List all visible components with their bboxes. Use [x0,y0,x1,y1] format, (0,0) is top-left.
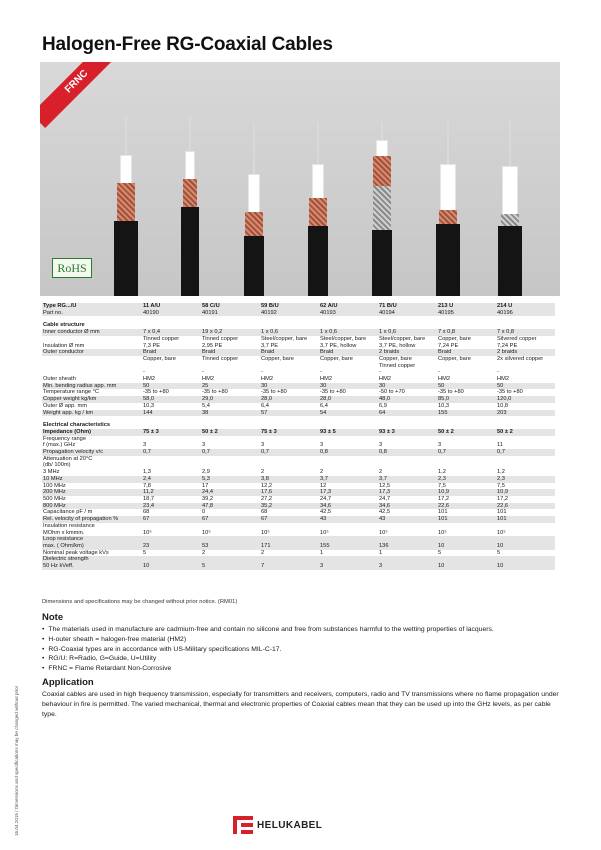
table-row: Capacitance pF / m 68 0 68 42,5 42,5 101 101 [43,509,507,516]
table-row: Dielectric strength [42,556,555,563]
cable-image-rg58 [178,117,202,296]
table-row: - - - - - - - [143,369,499,376]
table-row: max. ( Ohm/km) 23 53 171 155 136 10 10 [42,543,555,550]
table-row: Rel. velocity of propagation % 67 67 67 43 43 101 101 [42,516,555,523]
table-row: Impedance (Ohm) 75 ± 3 50 ± 2 75 ± 3 93 ± 5 93 ± 3 50 ± 2 50 ± 2 [42,429,555,436]
table-row: 200 MHz 11,2 24,4 17,6 17,3 17,3 10,9 10,9 [42,489,555,496]
table-row: Min. bending radius app. mm 50 25 30 30 30 50 50 [42,383,555,390]
product-photo [40,62,560,296]
page-title: Halogen-Free RG-Coaxial Cables [42,34,333,55]
cable-image-rg59 [242,124,266,296]
cable-image-rg213 [436,120,460,296]
table-row: Insulation Ø mm 7,3 PE 2,95 PE 3,7 PE 3,7 PE, hollow 3,7 PE, hollow 7,24 PE 7,24 PE [43,342,518,349]
table-row: Loop resistance [42,536,555,543]
rohs-badge: RoHS [52,258,92,278]
application-text: Coaxial cables are used in high frequency transmission, especially for transmitters and receivers, computers, radio and TV transmissions where no flame propagation under behaviour in fire is permitted. The varied mechanical, thermal and electronic properties of Coaxial cables mean that they can be used up into the GHz levels, as per cable type. [42,691,559,718]
table-row: Tinned copper [379,362,416,369]
table-row: Part no. 40190 40191 40192 40193 40194 40195 40196 [42,310,555,317]
sidebar-date-text: 16.04.2015 / Dimensions and specifications may be changed without prior [14,685,19,836]
table-row: Outer sheath HM2 HM2 HM2 HM2 HM2 HM2 HM2 [43,376,510,383]
cable-image-rg62 [306,122,330,296]
table-row: 3 MHz 1,3 2,9 2 2 2 1,2 1,2 [43,469,505,476]
table-row: f (max.) GHz 3 3 3 3 3 3 11 [43,442,503,449]
frnc-badge: FRNC [40,62,123,128]
table-row: Copper weight kg/km 58,0 29,0 28,0 28,0 48,0 85,0 120,0 [42,396,555,403]
table-row: 10 MHz 2,4 5,3 3,8 3,7 3,7 2,3 2,3 [42,476,555,483]
note-heading: Note [42,612,64,623]
table-section: Electrical characteristics [43,422,111,429]
logo-text: HELUKABEL [257,819,323,831]
table-row: Inner conductor Ø mm 7 x 0,4 19 x 0,2 1 x 0,6 1 x 0,6 1 x 0,6 7 x 0,8 7 x 0,8 [42,329,555,336]
table-row: 800 MHz 23,4 47,8 35,2 34,6 34,6 22,6 22,6 [42,503,555,510]
table-row: Outer conductor Braid Braid Braid Braid 2 braids Braid 2 braids [42,349,555,356]
table-row: Outer Ø app. mm 10,3 5,4 6,4 6,4 6,9 10,3 10,8 [43,402,509,409]
table-row: Weight app. kg / km 144 38 57 54 64 155 203 [42,410,555,417]
table-row: Frequency range [43,435,86,442]
list-item: • H-outer sheath = halogen-free material (HM2) [42,635,562,645]
table-row: Type RG.../U 11 A/U 58 C/U 59 B/U 62 A/U 71 B/U 213 U 214 U [42,303,555,310]
cable-image-rg11 [114,117,138,296]
list-item: • RG-Coaxial types are in accordance with US-Military specifications MIL-C-17. [42,645,562,655]
table-row: Temperature range °C -35 to +80 -35 to +80 -35 to +80 -35 to +80 -50 to +70 -35 to +80 -35 to +80 [43,389,523,396]
cable-image-rg214 [498,120,522,296]
table-row: Copper, bare Tinned copper Copper, bare Copper, bare Copper, bare Copper, bare 2x silvered copper [143,355,544,362]
table-row: 500 MHz 18,7 39,2 27,2 24,7 24,7 17,2 17,2 [43,495,509,502]
cable-image-rg71 [370,122,394,296]
table-row: Insulation resistance [43,522,95,529]
table-row: Propagation velocity v/c 0,7 0,7 0,7 0,8 0,8 0,7 0,7 [42,449,555,456]
list-item: • The materials used in manufacture are cadmium-free and contain no silicone and free from substances harmful to the wetting properties of lacquers. [42,625,562,635]
note-list [42,625,562,674]
table-row: Attenuation at 20°C [43,455,93,462]
table-row: 50 Hz kVeff. 10 5 7 3 3 10 10 [42,563,555,570]
table-row: Tinned copper Tinned copper Steel/copper, bare Steel/copper, bare Steel/copper, bare Copper, bare Silvered copper [143,335,537,342]
list-item: • FRNC = Flame Retardant Non-Corrosive [42,664,562,674]
list-item: • RG/U: R=Radio, G=Guide, U=Utility [42,654,562,664]
helukabel-logo [233,815,322,835]
logo-mark-icon [233,816,253,834]
table-section: Cable structure [43,322,85,329]
footnote: Dimensions and specifications may be changed without prior notice. (RM01) [42,599,238,605]
application-heading: Application [42,677,94,688]
table-row: Nominal peak voltage kVs 5 2 2 1 1 5 5 [43,549,501,556]
spec-table [42,303,555,570]
table-row: MOhm x kmmin. 10⁵ 10⁵ 10⁵ 10⁵ 10⁵ 10⁵ 10⁵ [43,529,506,536]
table-row: 100 MHz 7,8 17 12,2 12 12,5 7,5 7,5 [43,482,505,489]
table-row: (db/ 100m) [43,462,71,469]
